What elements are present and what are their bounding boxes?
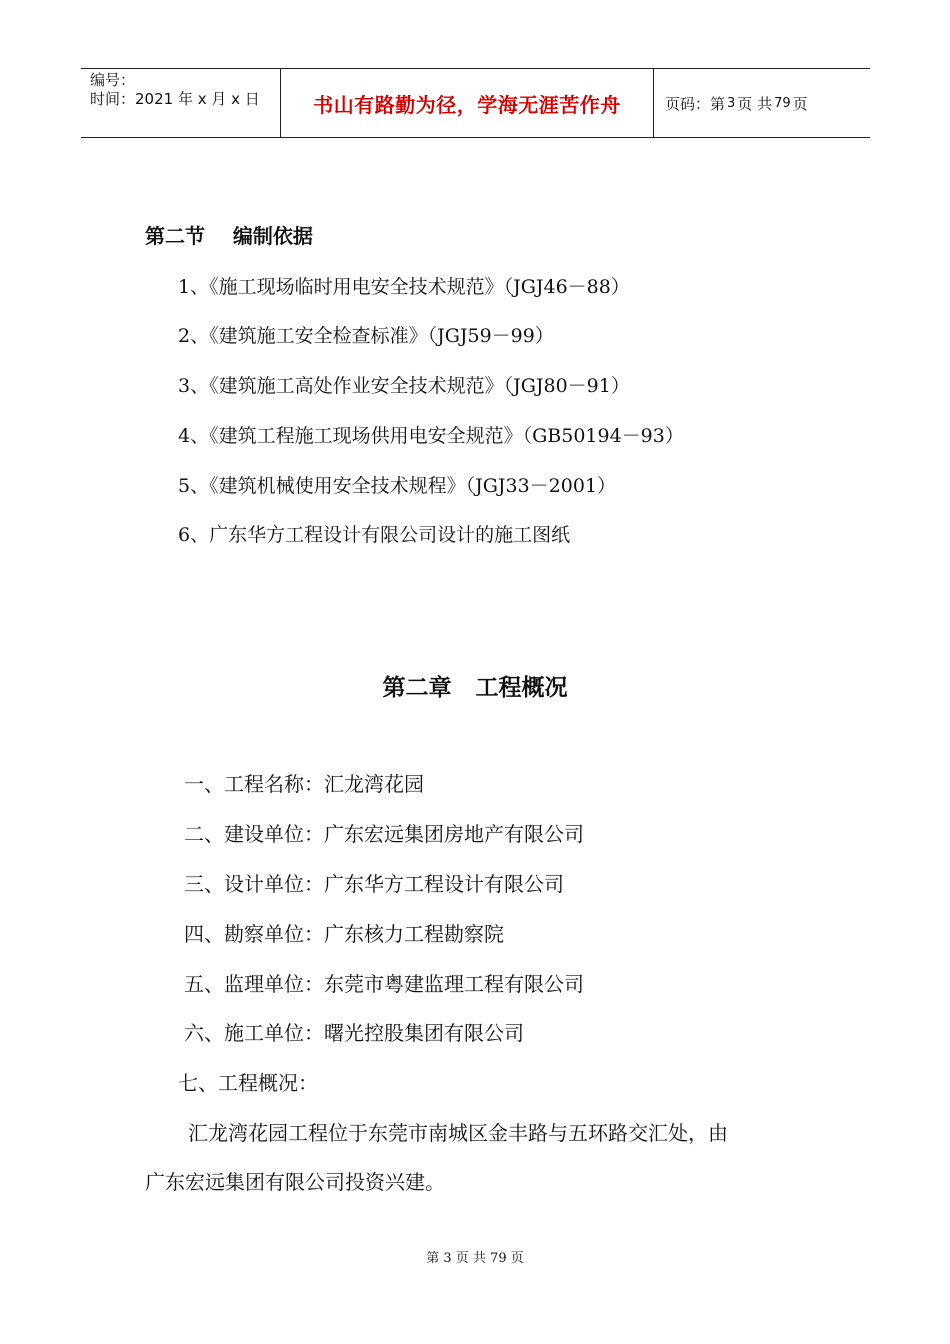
document-number: 编号： — [90, 71, 136, 89]
reference-item: 2、《建筑施工安全检查标准》（JGJ59－99） — [178, 325, 554, 347]
chapter-title: 第二章 工程概况 — [382, 675, 568, 701]
header-motto-cell — [281, 69, 654, 137]
project-info-item: 七、工程概况： — [178, 1071, 318, 1095]
header-page-cell — [654, 69, 870, 137]
project-info-item: 三、设计单位：广东华方工程设计有限公司 — [184, 872, 564, 896]
project-info-item: 五、监理单位：东莞市粤建监理工程有限公司 — [184, 972, 584, 996]
page-suffix: 页 — [792, 94, 808, 113]
project-info-item: 一、工程名称：汇龙湾花园 — [184, 772, 424, 796]
project-info-item: 二、建设单位：广东宏远集团房地产有限公司 — [184, 822, 584, 846]
page-prefix: 页码：第 — [665, 94, 726, 113]
page-header — [81, 68, 870, 138]
reference-item: 6、广东华方工程设计有限公司设计的施工图纸 — [178, 524, 571, 546]
project-info-item: 四、勘察单位：广东核力工程勘察院 — [184, 922, 504, 946]
overview-paragraph-line: 广东宏远集团有限公司投资兴建。 — [145, 1170, 445, 1194]
project-info-item: 六、施工单位：曙光控股集团有限公司 — [184, 1021, 524, 1045]
header-motto: 书山有路勤为径，学海无涯苦作舟 — [313, 92, 621, 117]
reference-item: 4、《建筑工程施工现场供用电安全规范》（GB50194－93） — [178, 425, 684, 447]
reference-item: 5、《建筑机械使用安全技术规程》（JGJ33－2001） — [178, 475, 617, 497]
document-date: 时间：2021 年 x 月 x 日 — [90, 90, 260, 108]
page-current: 3 — [727, 95, 736, 111]
header-meta-cell — [81, 69, 281, 137]
reference-item: 3、《建筑施工高处作业安全技术规范》（JGJ80－91） — [178, 375, 630, 397]
overview-paragraph-line: 汇龙湾花园工程位于东莞市南城区金丰路与五环路交汇处，由 — [188, 1121, 728, 1145]
reference-item: 1、《施工现场临时用电安全技术规范》（JGJ46－88） — [178, 276, 630, 298]
section-title: 第二节 编制依据 — [145, 224, 313, 248]
page-total: 79 — [774, 95, 791, 111]
page-mid: 页 共 — [737, 94, 773, 113]
page-footer: 第 3 页 共 79 页 — [426, 1251, 524, 1266]
